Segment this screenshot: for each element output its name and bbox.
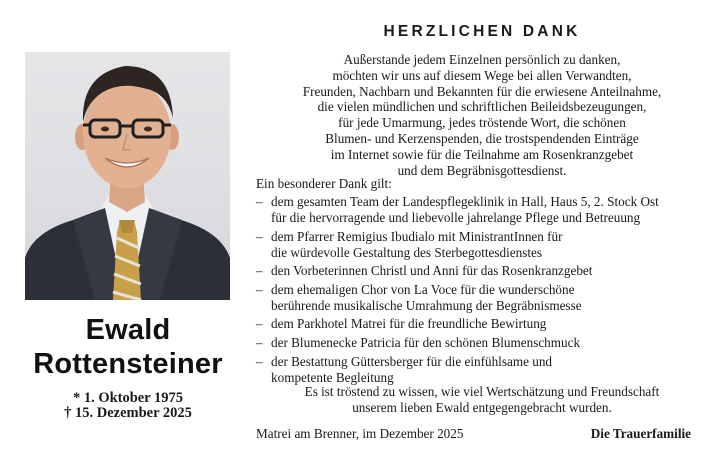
list-dash: – xyxy=(256,353,263,369)
intro-line: Freunden, Nachbarn und Bekannten für die erwiesene Anteilnahme, xyxy=(302,83,662,99)
intro-paragraph xyxy=(252,52,712,178)
special-thanks-list xyxy=(256,194,716,388)
family-signature: Die Trauerfamilie xyxy=(590,426,691,441)
list-dash: – xyxy=(256,263,263,279)
portrait-photo xyxy=(25,52,230,300)
list-item xyxy=(256,229,716,261)
list-item xyxy=(256,354,716,386)
list-item-line: dem gesamten Team der Landespflegeklinik in Hall, Haus 5, 2. Stock Ost xyxy=(271,194,659,209)
death-date: † 15. Dezember 2025 xyxy=(64,405,192,421)
place-date: Matrei am Brenner, im Dezember 2025 xyxy=(256,426,464,441)
list-item-line: den Vorbeterinnen Christl und Anni für das Rosenkranzgebet xyxy=(271,263,593,279)
list-item xyxy=(256,316,716,332)
list-item-line: dem Pfarrer Remigius Ibudialo mit MinistrantInnen für xyxy=(271,228,563,244)
list-item-line: für die hervorragende und liebevolle jahrelange Pflege und Betreuung xyxy=(271,210,641,225)
intro-line: für jede Umarmung, jedes tröstende Wort, die schönen xyxy=(338,115,626,131)
list-item-line: der Blumenecke Patricia für den schönen Blumenschmuck xyxy=(271,334,581,350)
deceased-first-name: Ewald xyxy=(85,314,171,346)
list-dash: – xyxy=(256,334,263,350)
list-item-line: berührende musikalische Umrahmung der Begräbnismesse xyxy=(271,297,582,313)
intro-line: im Internet sowie für die Teilnahme am Rosenkranzgebet xyxy=(330,146,634,162)
list-dash: – xyxy=(256,194,263,209)
list-dash: – xyxy=(256,281,263,297)
notice-title: HERZLICHEN DANK xyxy=(383,23,581,40)
list-item-line: dem Parkhotel Matrei für die freundliche Bewirtung xyxy=(271,316,547,332)
closing-line: unserem lieben Ewald entgegengebracht wurden. xyxy=(352,400,612,415)
list-item-line: dem ehemaligen Chor von La Voce für die wunderschöne xyxy=(271,281,575,297)
list-item xyxy=(256,335,716,351)
special-thanks-heading: Ein besonderer Dank gilt: xyxy=(256,176,392,191)
birth-date: * 1. Oktober 1975 xyxy=(72,390,184,406)
intro-line: Außerstande jedem Einzelnen persönlich zu danken, xyxy=(343,52,621,67)
list-item-line: die würdevolle Gestaltung des Sterbegottesdienstes xyxy=(271,244,543,260)
list-item xyxy=(256,263,716,279)
list-dash: – xyxy=(256,316,263,332)
closing-line: Es ist tröstend zu wissen, wie viel Wertschätzung und Freundschaft xyxy=(304,384,660,399)
closing-paragraph xyxy=(252,384,712,416)
list-item xyxy=(256,282,716,314)
list-dash: – xyxy=(256,228,263,244)
list-item xyxy=(256,194,716,226)
intro-line: und dem Begräbnisgottesdienst. xyxy=(397,162,567,178)
intro-line: Blumen- und Kerzenspenden, die trostspendenden Einträge xyxy=(325,130,639,146)
intro-line: möchten wir uns auf diesem Wege bei allen Verwandten, xyxy=(332,67,632,83)
intro-line: die vielen mündlichen und schriftlichen Beileidsbezeugungen, xyxy=(317,99,647,115)
deceased-last-name: Rottensteiner xyxy=(33,348,223,380)
list-item-line: kompetente Begleitung xyxy=(271,369,394,385)
list-item-line: der Bestattung Güttersberger für die einfühlsame und xyxy=(271,353,553,369)
portrait-illustration xyxy=(25,52,230,300)
